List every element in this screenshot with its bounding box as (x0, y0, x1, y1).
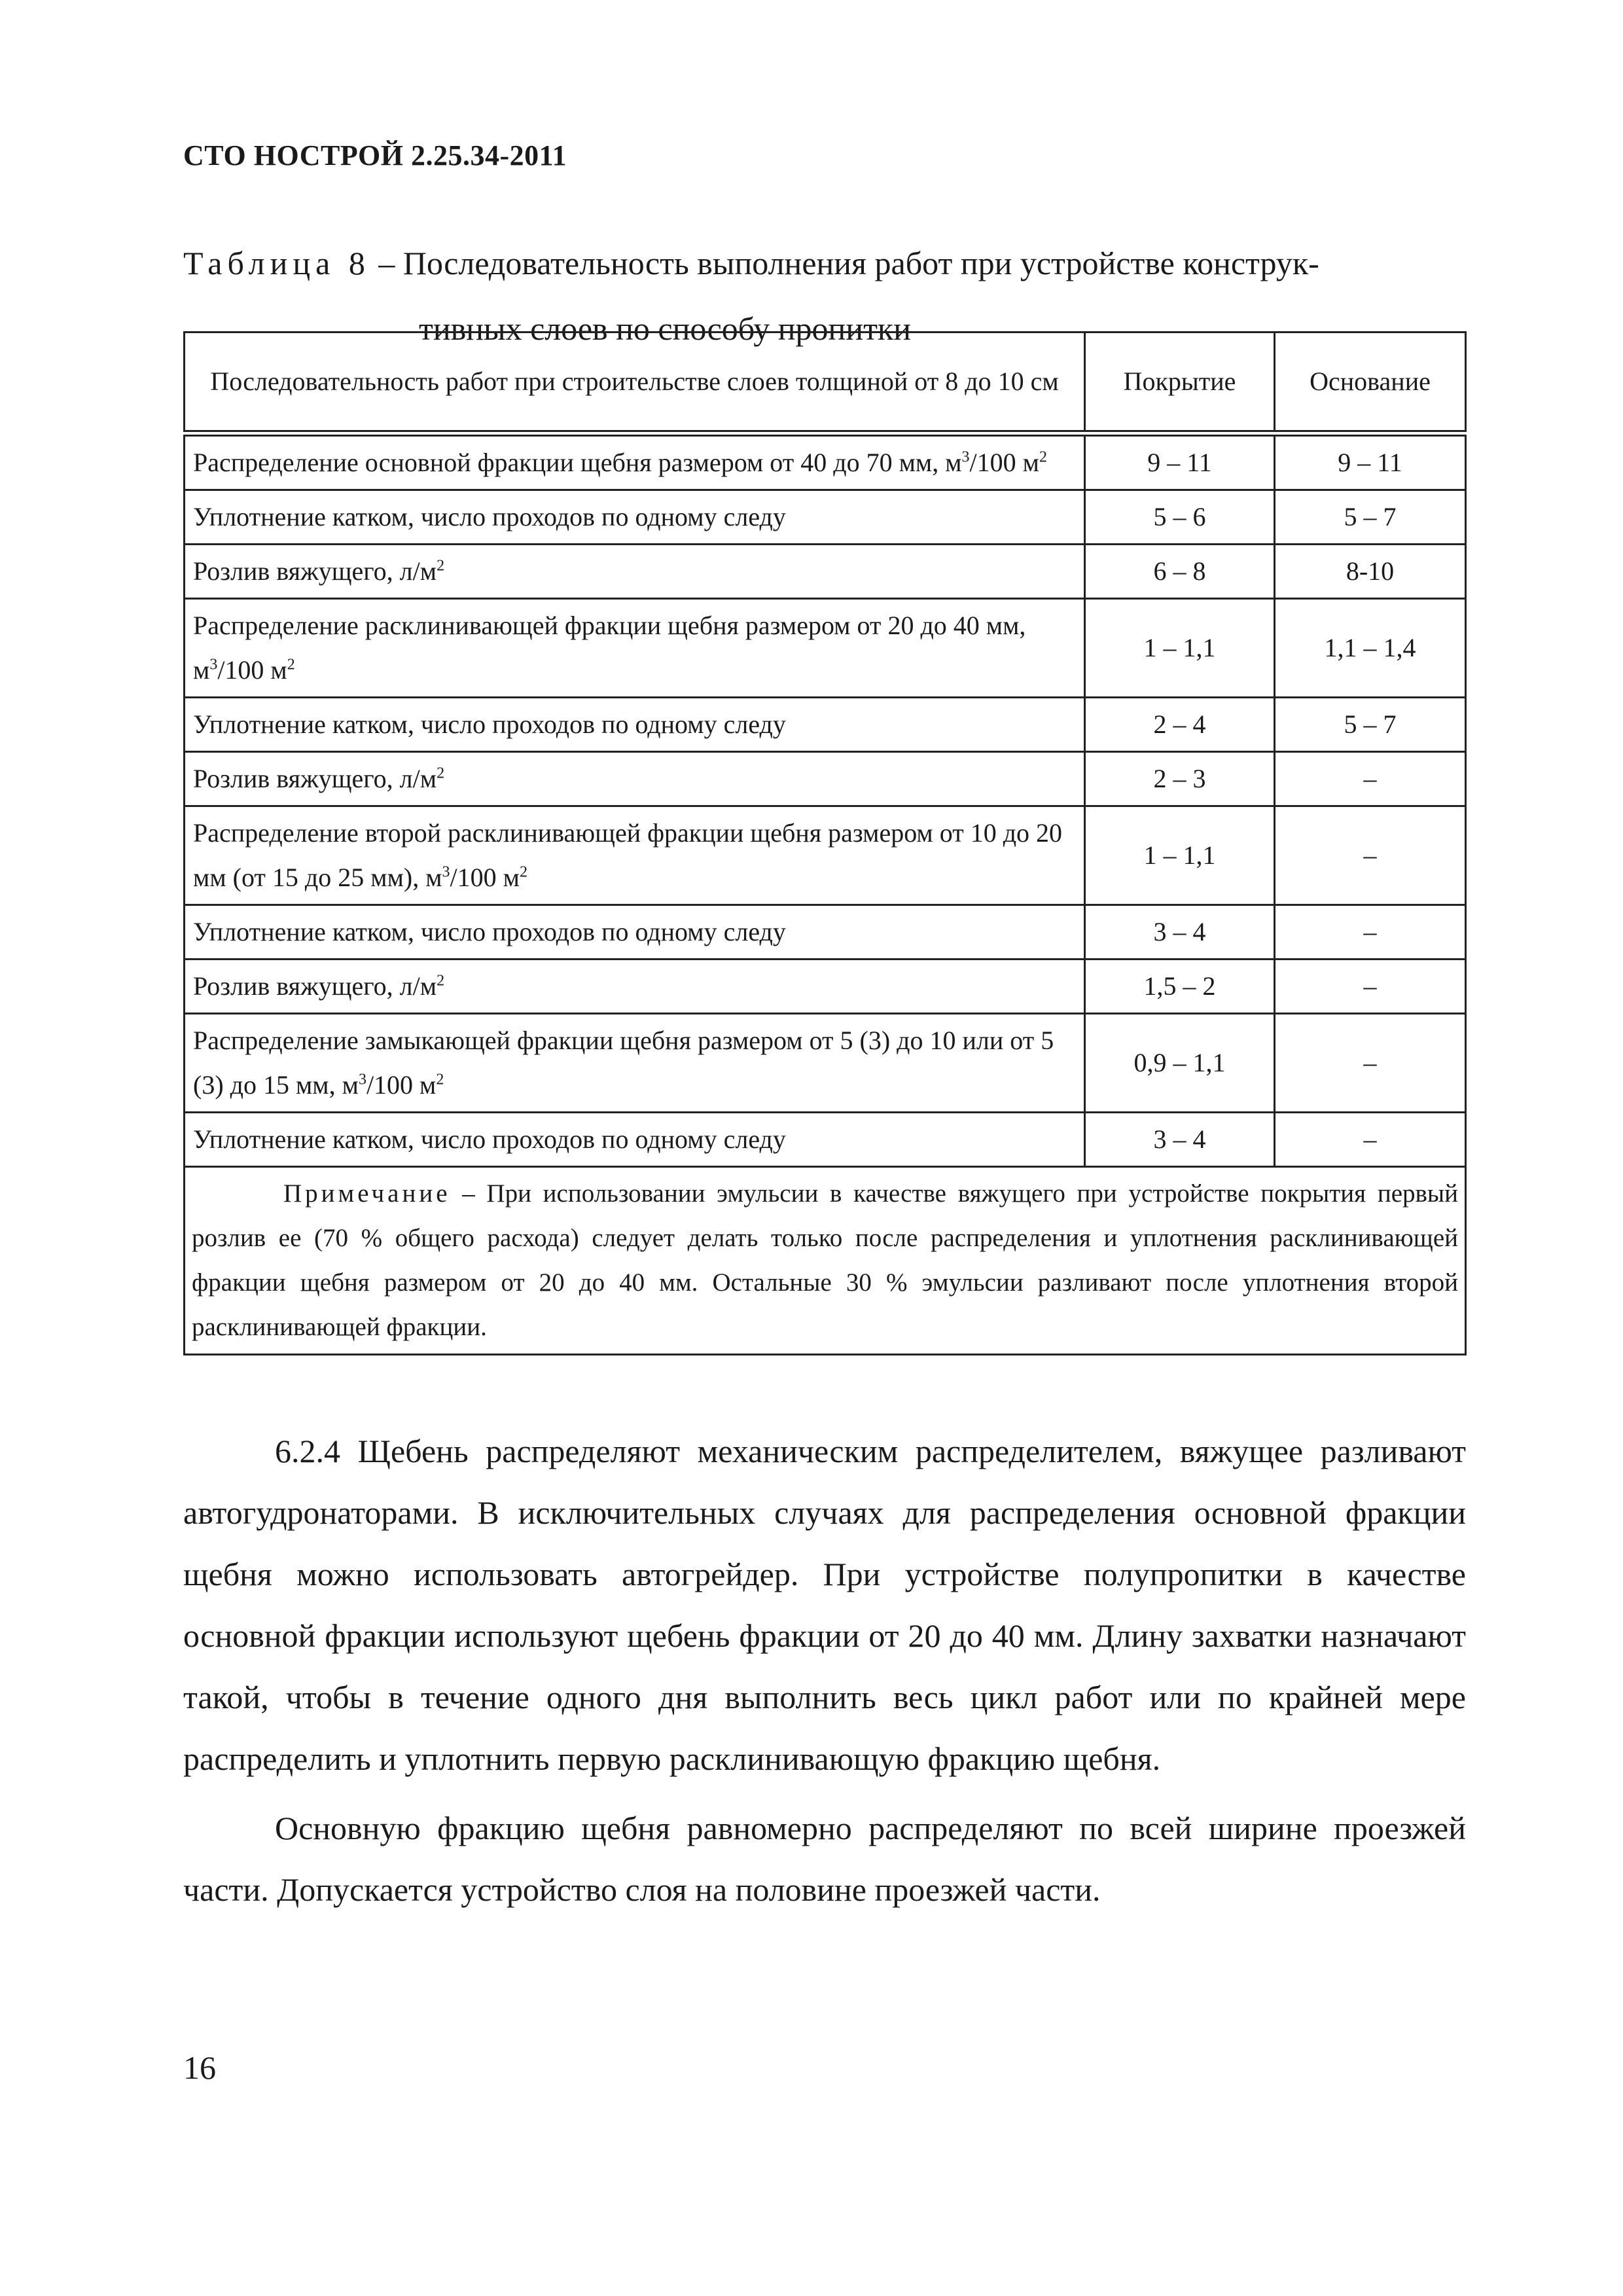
cell-base: 1,1 – 1,4 (1275, 599, 1466, 698)
cell-work-text: Распределение замыкающей фракции щебня размером от 5 (3) до 10 или от 5 (3) до 15 мм, м (193, 1026, 1054, 1100)
works-table (183, 331, 1467, 1355)
cell-work-text: Розлив вяжущего, л/м (193, 556, 437, 586)
document-header: СТО НОСТРОЙ 2.25.34-2011 (183, 139, 567, 171)
unit-superscript: 2 (437, 557, 445, 575)
page-number: 16 (183, 2049, 216, 2086)
unit-text: /100 м (969, 448, 1039, 477)
cell-work-text: Уплотнение катком, число проходов по одному следу (193, 917, 786, 946)
header-base: Основание (1275, 332, 1466, 434)
cell-coating: 3 – 4 (1085, 905, 1275, 960)
cell-work-text: Уплотнение катком, число проходов по одному следу (193, 1124, 786, 1154)
table-row (185, 752, 1466, 806)
cell-base: 8-10 (1275, 545, 1466, 599)
table-caption-line2: тивных слоев по способу пропитки (419, 310, 911, 347)
table-note-row (185, 1167, 1466, 1355)
cell-coating: 9 – 11 (1085, 433, 1275, 490)
unit-superscript: 2 (436, 1071, 444, 1088)
table-row (185, 698, 1466, 752)
cell-work-text: Розлив вяжущего, л/м (193, 971, 437, 1001)
unit-superscript: 3 (442, 863, 450, 881)
unit-superscript: 2 (1039, 448, 1047, 466)
cell-work (185, 905, 1085, 960)
cell-work (185, 599, 1085, 698)
table-row (185, 545, 1466, 599)
unit-text: /100 м (217, 655, 287, 685)
table-caption-line1: – Последовательность выполнения работ при устройстве конструк- (370, 245, 1319, 281)
unit-superscript: 2 (437, 972, 445, 990)
cell-work-text: Распределение второй расклинивающей фракции щебня размером от 10 до 20 мм (от 15 до 25 мм), м (193, 818, 1063, 892)
cell-base: – (1275, 960, 1466, 1014)
cell-coating: 2 – 3 (1085, 752, 1275, 806)
note-text: – При использовании эмульсии в качестве вяжущего при устройстве покрытия первый розлив ее (70 % общего расхода) следует делать только после распределения и уплотнения расклинивающей фракции щебня размером от 20 до 40 мм. Остальные 30 % эмульсии разливают после уплотнения второй расклинивающей фракции. (192, 1179, 1458, 1341)
cell-work-text: Уплотнение катком, число проходов по одному следу (193, 709, 786, 739)
cell-base: 9 – 11 (1275, 433, 1466, 490)
cell-base: – (1275, 806, 1466, 905)
cell-work (185, 545, 1085, 599)
cell-work (185, 806, 1085, 905)
table-note (185, 1167, 1466, 1355)
table-row (185, 490, 1466, 545)
paragraph-main-fraction: Основную фракцию щебня равномерно распределяют по всей ширине проезжей части. Допускается устройство слоя на половине проезжей части. (183, 1810, 1466, 1908)
table-body (185, 433, 1466, 1167)
cell-coating: 1,5 – 2 (1085, 960, 1275, 1014)
cell-work-text: Распределение основной фракции щебня размером от 40 до 70 мм, м (193, 448, 962, 477)
cell-work (185, 433, 1085, 490)
cell-work (185, 490, 1085, 545)
unit-text: /100 м (450, 863, 520, 892)
cell-work-text: Уплотнение катком, число проходов по одному следу (193, 502, 786, 531)
cell-coating: 2 – 4 (1085, 698, 1275, 752)
cell-work (185, 1113, 1085, 1167)
cell-work (185, 1014, 1085, 1113)
cell-base: – (1275, 1113, 1466, 1167)
cell-work (185, 960, 1085, 1014)
cell-coating: 1 – 1,1 (1085, 599, 1275, 698)
unit-superscript: 2 (437, 764, 445, 782)
cell-base: – (1275, 752, 1466, 806)
table-header-row (185, 332, 1466, 434)
unit-superscript: 3 (358, 1071, 366, 1088)
unit-superscript: 2 (519, 863, 527, 881)
table-row (185, 960, 1466, 1014)
table-row (185, 806, 1466, 905)
table-row (185, 905, 1466, 960)
table-row (185, 433, 1466, 490)
cell-coating: 6 – 8 (1085, 545, 1275, 599)
cell-base: 5 – 7 (1275, 490, 1466, 545)
paragraph-6-2-4: 6.2.4 Щебень распределяют механическим распределителем, вяжущее разливают автогудронаторами. В исключительных случаях для распределения основной фракции щебня можно использовать автогрейдер. При устройстве полупропитки в качестве основной фракции используют щебень фракции от 20 до 40 мм. Длину захватки назначают такой, чтобы в течение одного дня выполнить весь цикл работ или по крайней мере распределить и уплотнить первую расклинивающую фракцию щебня. (183, 1433, 1466, 1777)
cell-coating: 5 – 6 (1085, 490, 1275, 545)
table-row (185, 599, 1466, 698)
unit-text: /100 м (366, 1070, 437, 1100)
cell-coating: 1 – 1,1 (1085, 806, 1275, 905)
body-text (183, 1420, 1466, 1920)
cell-coating: 0,9 – 1,1 (1085, 1014, 1275, 1113)
cell-work (185, 752, 1085, 806)
cell-base: – (1275, 1014, 1466, 1113)
header-work: Последовательность работ при строительстве слоев толщиной от 8 до 10 см (185, 332, 1085, 434)
cell-base: 5 – 7 (1275, 698, 1466, 752)
cell-work-text: Распределение расклинивающей фракции щебня размером от 20 до 40 мм, м (193, 611, 1026, 685)
cell-work-text: Розлив вяжущего, л/м (193, 764, 437, 793)
note-label: Примечание (283, 1179, 451, 1208)
unit-superscript: 3 (961, 448, 970, 466)
table-caption-label: Таблица 8 (183, 245, 370, 281)
header-coating: Покрытие (1085, 332, 1275, 434)
cell-work (185, 698, 1085, 752)
table-row (185, 1014, 1466, 1113)
table-row (185, 1113, 1466, 1167)
cell-base: – (1275, 905, 1466, 960)
unit-superscript: 3 (209, 656, 218, 673)
cell-coating: 3 – 4 (1085, 1113, 1275, 1167)
unit-superscript: 2 (287, 656, 295, 673)
